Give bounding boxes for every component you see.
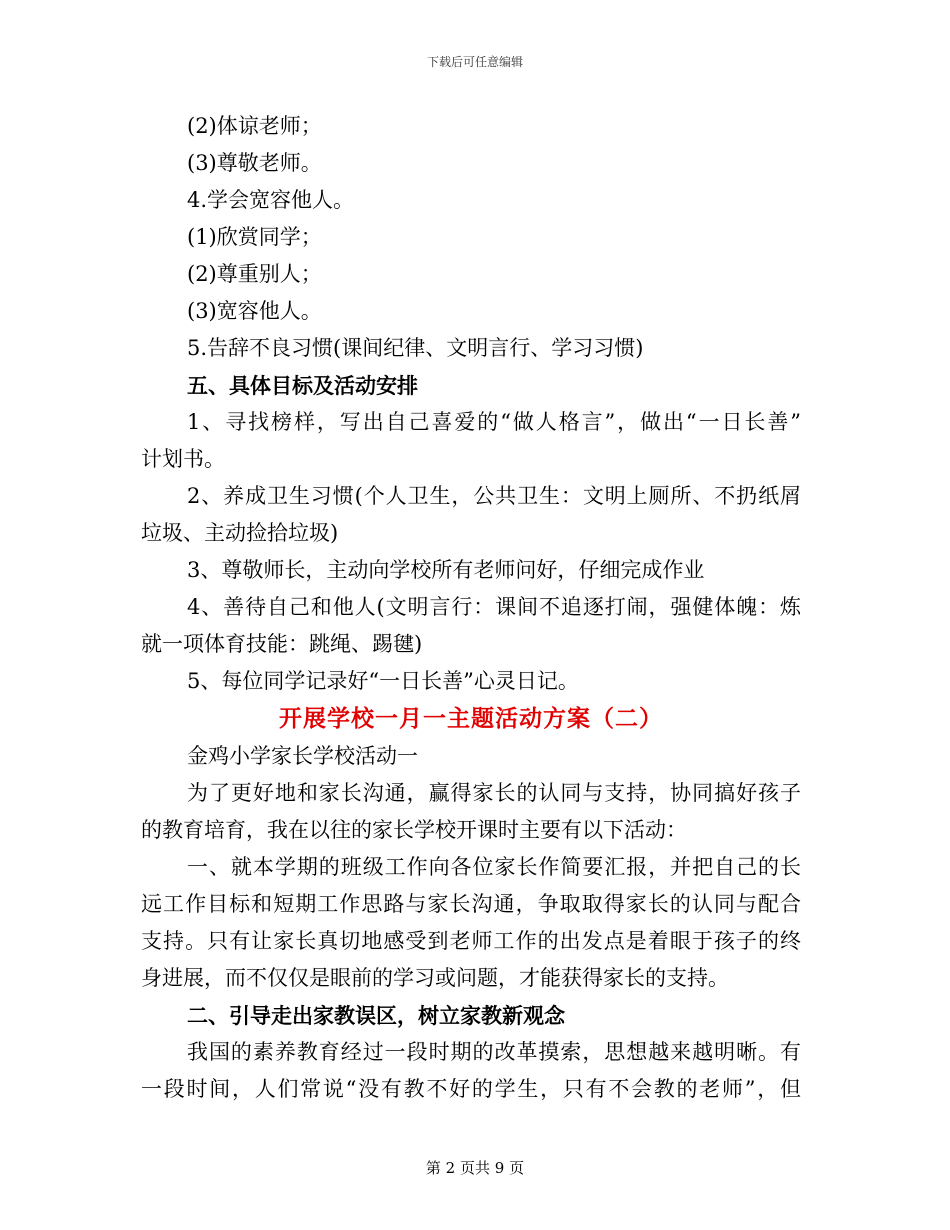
paragraph-line: 5.告辞不良习惯(课间纪律、文明言行、学习习惯) — [187, 336, 644, 360]
paragraph-line: (3)宽容他人。 — [187, 299, 322, 323]
paragraph-line: 1、寻找榜样，写出自己喜爱的“做人格言”，做出“一日长善” — [187, 410, 801, 434]
section-title: 开展学校一月一主题活动方案（二） — [279, 705, 663, 732]
section-heading: 五、具体目标及活动安排 — [187, 373, 418, 398]
page-footer: 第 2 页共 9 页 — [425, 1159, 525, 1177]
paragraph-line: (3)尊敬老师。 — [187, 151, 322, 175]
paragraph-line: 一段时间，人们常说“没有教不好的学生，只有不会教的老师”，但 — [141, 1077, 801, 1101]
paragraph-line: 我国的素养教育经过一段时期的改革摸索，思想越来越明晰。有 — [187, 1040, 801, 1064]
paragraph-line: 就一项体育技能：跳绳、踢毽) — [141, 632, 423, 656]
paragraph-line: 远工作目标和短期工作思路与家长沟通，争取取得家长的认同与配合 — [141, 892, 801, 916]
paragraph-line: 4.学会宽容他人。 — [187, 188, 355, 212]
paragraph-line: 身进展，而不仅仅是眼前的学习或问题，才能获得家长的支持。 — [141, 966, 729, 990]
paragraph-line: 垃圾、主动捡拾垃圾) — [141, 521, 339, 545]
paragraph-line: 金鸡小学家长学校活动一 — [187, 744, 418, 768]
paragraph-line: (2)尊重别人； — [187, 262, 322, 286]
page-header: 下载后可任意编辑 — [426, 55, 523, 69]
paragraph-line: 的教育培育，我在以往的家长学校开课时主要有以下活动： — [141, 818, 687, 842]
paragraph-line: 4、善待自己和他人(文明言行：课间不追逐打闹，强健体魄：炼 — [187, 595, 801, 619]
paragraph-line: 为了更好地和家长沟通，赢得家长的认同与支持，协同搞好孩子 — [187, 781, 801, 805]
paragraph-line: 3、尊敬师长，主动向学校所有老师问好，仔细完成作业 — [187, 558, 705, 582]
paragraph-line: 2、养成卫生习惯(个人卫生，公共卫生：文明上厕所、不扔纸屑 — [187, 484, 801, 508]
paragraph-line: 5、每位同学记录好“一日长善”心灵日记。 — [187, 669, 579, 693]
paragraph-line: 支持。只有让家长真切地感受到老师工作的出发点是着眼于孩子的终 — [141, 929, 801, 953]
paragraph-line: 计划书。 — [141, 447, 225, 471]
paragraph-line: (1)欣赏同学； — [187, 225, 322, 249]
paragraph-line: (2)体谅老师； — [187, 114, 322, 138]
section-heading: 二、引导走出家教误区，树立家教新观念 — [187, 1003, 565, 1028]
document-body — [141, 108, 801, 1108]
paragraph-line: 一、就本学期的班级工作向各位家长作简要汇报，并把自己的长 — [187, 855, 801, 879]
